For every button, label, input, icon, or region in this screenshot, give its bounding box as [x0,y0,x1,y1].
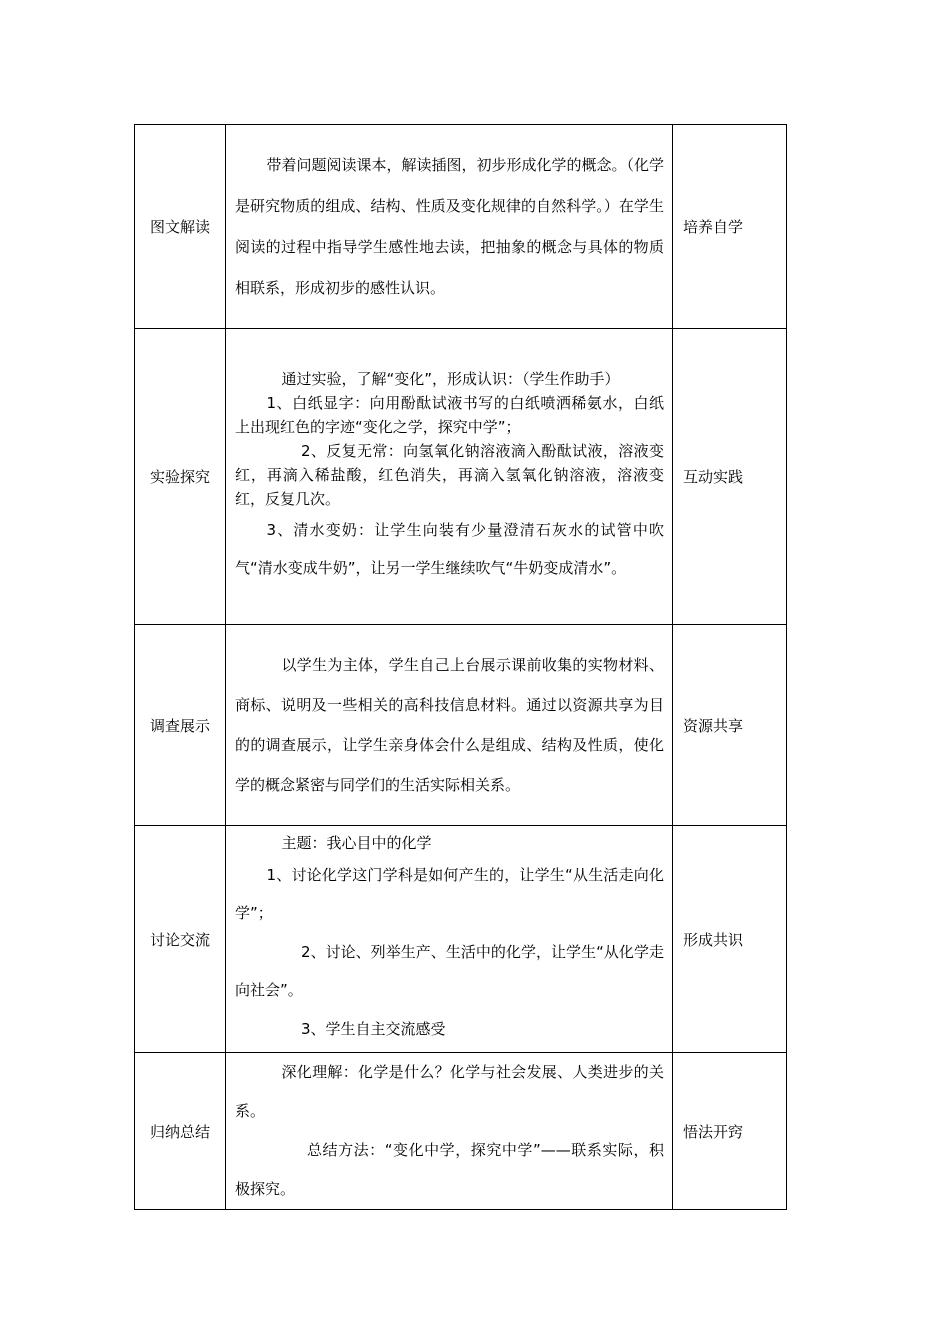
content-cell [226,1053,673,1210]
content-paragraph: 带着问题阅读课本，解读插图，初步形成化学的概念。（化学是研究物质的组成、结构、性质及变化规律的自然科学。）在学生阅读的过程中指导学生感性地去读，把抽象的概念与具体的物质相联系，形成初步的感性认识。 [235,155,665,297]
purpose-cell: 悟法开窍 [673,1053,787,1210]
content-paragraph: 深化理解：化学是什么？化学与社会发展、人类进步的关系。 [235,1063,664,1120]
stage-cell: 讨论交流 [135,826,226,1053]
table-row [135,1053,787,1210]
purpose-cell: 形成共识 [673,826,787,1053]
lesson-plan-table [134,124,787,1210]
content-paragraph: 以学生为主体，学生自己上台展示课前收集的实物材料、商标、说明及一些相关的高科技信息材料。通过以资源共享为目的的调查展示，让学生亲身体会什么是组成、结构及性质，使化学的概念紧密与同学们的生活实际相关系。 [235,656,664,794]
table-row [135,329,787,625]
content-cell [226,329,673,625]
purpose-cell: 培养自学 [673,125,787,329]
stage-cell: 归纳总结 [135,1053,226,1210]
content-paragraph: 1、白纸显字：向用酚酞试液书写的白纸喷洒稀氨水，白纸上出现红色的字迹“变化之学，探究中学”； [235,393,664,436]
content-paragraph: 3、学生自主交流感受 [301,1019,446,1038]
content-paragraph: 主题：我心目中的化学 [281,833,432,852]
purpose-cell: 互动实践 [673,329,787,625]
content-paragraph: 2、反复无常：向氢氧化钠溶液滴入酚酞试液，溶液变红，再滴入稀盐酸，红色消失，再滴入氢氧化钠溶液，溶液变红，反复几次。 [235,441,664,508]
purpose-cell: 资源共享 [673,625,787,826]
content-paragraph: 通过实验，了解“变化”，形成认识：（学生作助手） [281,369,620,388]
stage-cell: 调查展示 [135,625,226,826]
content-paragraph: 3、清水变奶：让学生向装有少量澄清石灰水的试管中吹气“清水变成牛奶”，让另一学生继续吹气“牛奶变成清水”。 [235,520,664,577]
table-row [135,826,787,1053]
stage-cell: 实验探究 [135,329,226,625]
content-cell [226,625,673,826]
content-paragraph: 2、讨论、列举生产、生活中的化学，让学生“从化学走向社会”。 [235,942,664,1000]
table-row [135,625,787,826]
content-cell [226,125,673,329]
stage-cell: 图文解读 [135,125,226,329]
content-paragraph: 1、讨论化学这门学科是如何产生的，让学生“从生活走向化学”； [235,865,664,923]
table-row [135,125,787,329]
content-cell [226,826,673,1053]
content-paragraph: 总结方法：“变化中学，探究中学”——联系实际，积极探究。 [235,1141,664,1198]
